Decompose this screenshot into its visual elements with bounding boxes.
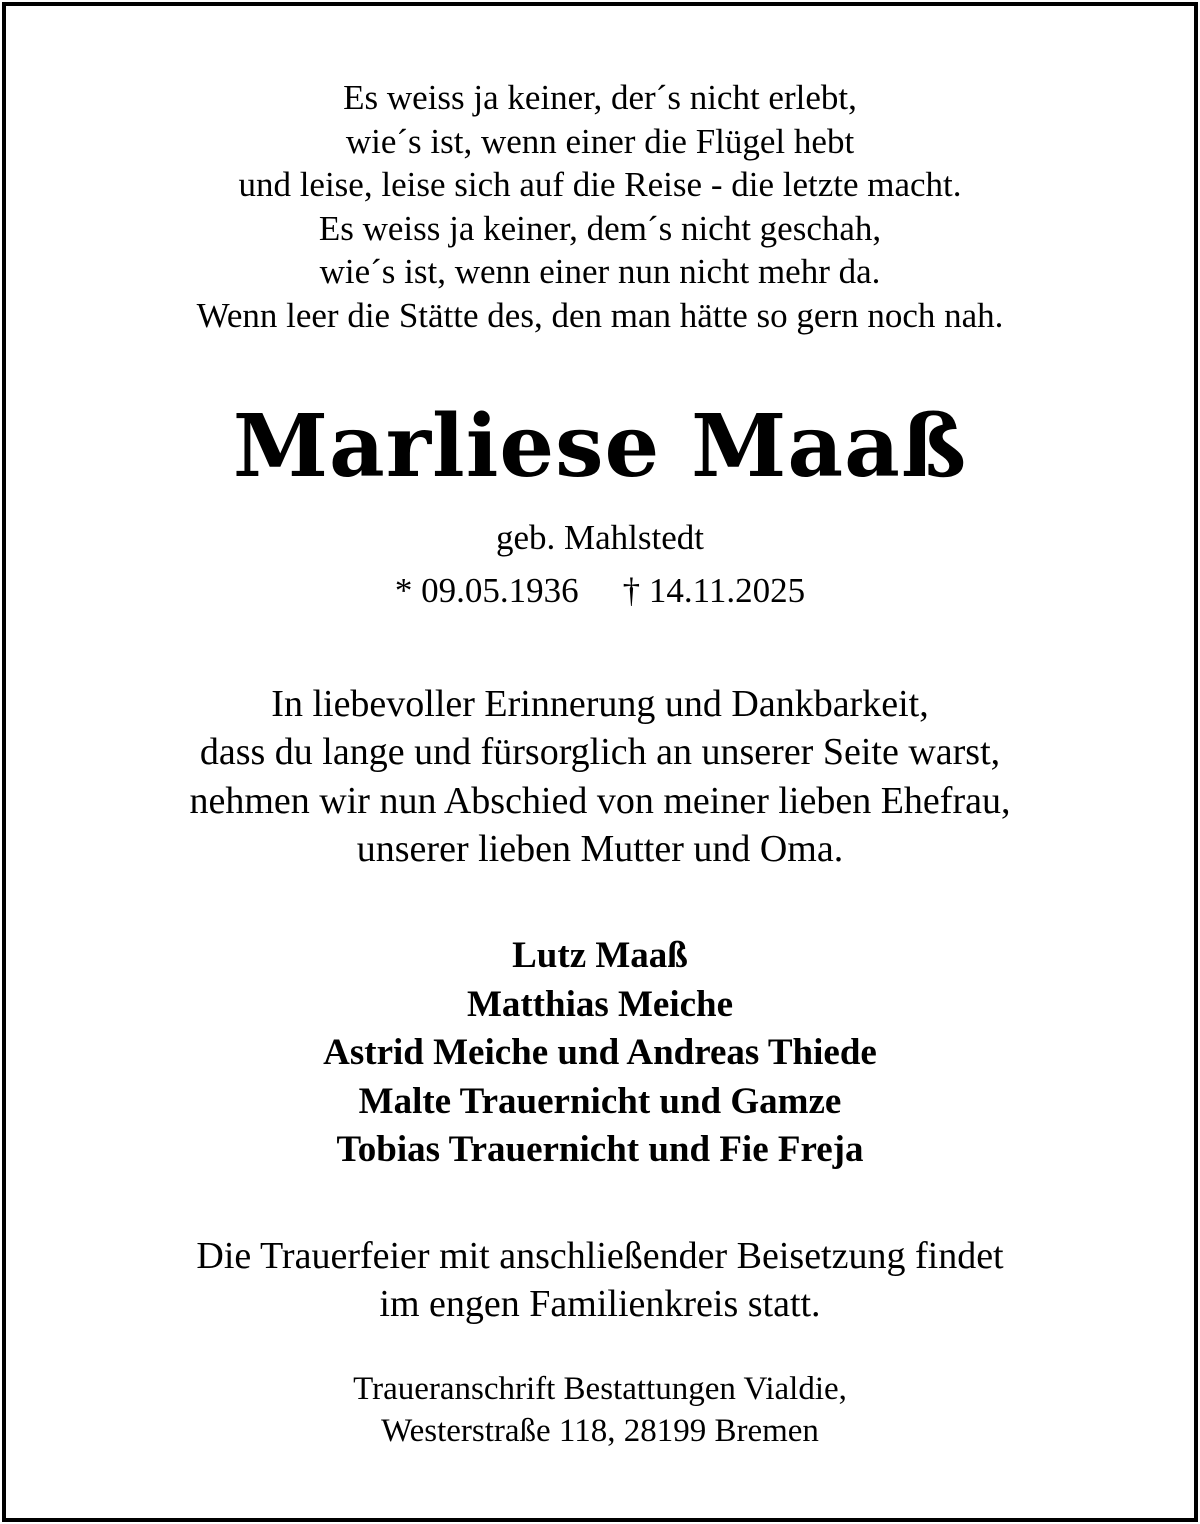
- poem-line: Es weiss ja keiner, dem´s nicht geschah,: [318, 208, 882, 248]
- memory-line: In liebevoller Erinnerung und Dankbarkeit,: [271, 683, 929, 725]
- poem: [0, 76, 1200, 337]
- poem-line: wie´s ist, wenn einer nun nicht mehr da.: [319, 252, 881, 291]
- mourner-name: Tobias Trauernicht und Fie Freja: [336, 1129, 864, 1170]
- poem-line: Wenn leer die Stätte des, den man hätte so gern noch nah.: [196, 295, 1004, 335]
- deceased-name: Marliese Maaß: [232, 396, 968, 497]
- mourner-name: Astrid Meiche und Andreas Thiede: [323, 1032, 877, 1073]
- ceremony-text: [0, 1232, 1200, 1328]
- death-date: † 14.11.2025: [622, 571, 806, 610]
- ceremony-line: im engen Familienkreis statt.: [379, 1283, 821, 1325]
- birth-name: geb. Mahlstedt: [495, 518, 705, 557]
- mourner-name: Lutz Maaß: [512, 935, 688, 976]
- address-line: Traueranschrift Bestattungen Vialdie,: [353, 1371, 847, 1407]
- memory-text: [0, 680, 1200, 873]
- mourning-address: [0, 1368, 1200, 1452]
- mourners-list: [0, 932, 1200, 1175]
- poem-line: Es weiss ja keiner, der´s nicht erlebt,: [343, 78, 857, 117]
- memory-line: unserer lieben Mutter und Oma.: [356, 827, 844, 870]
- mourner-name: Matthias Meiche: [466, 983, 734, 1025]
- memory-line: dass du lange und fürsorglich an unserer Seite warst,: [199, 731, 1001, 774]
- life-dates: [0, 569, 1200, 613]
- address-line: Westerstraße 118, 28199 Bremen: [381, 1413, 819, 1449]
- ceremony-line: Die Trauerfeier mit anschließender Beisetzung findet: [196, 1235, 1004, 1277]
- poem-line: und leise, leise sich auf die Reise - die letzte macht.: [238, 165, 962, 204]
- poem-line: wie´s ist, wenn einer die Flügel hebt: [345, 121, 855, 161]
- mourner-name: Malte Trauernicht und Gamze: [358, 1080, 842, 1122]
- memory-line: nehmen wir nun Abschied von meiner lieben Ehefrau,: [189, 779, 1011, 822]
- birth-date: * 09.05.1936: [394, 571, 579, 610]
